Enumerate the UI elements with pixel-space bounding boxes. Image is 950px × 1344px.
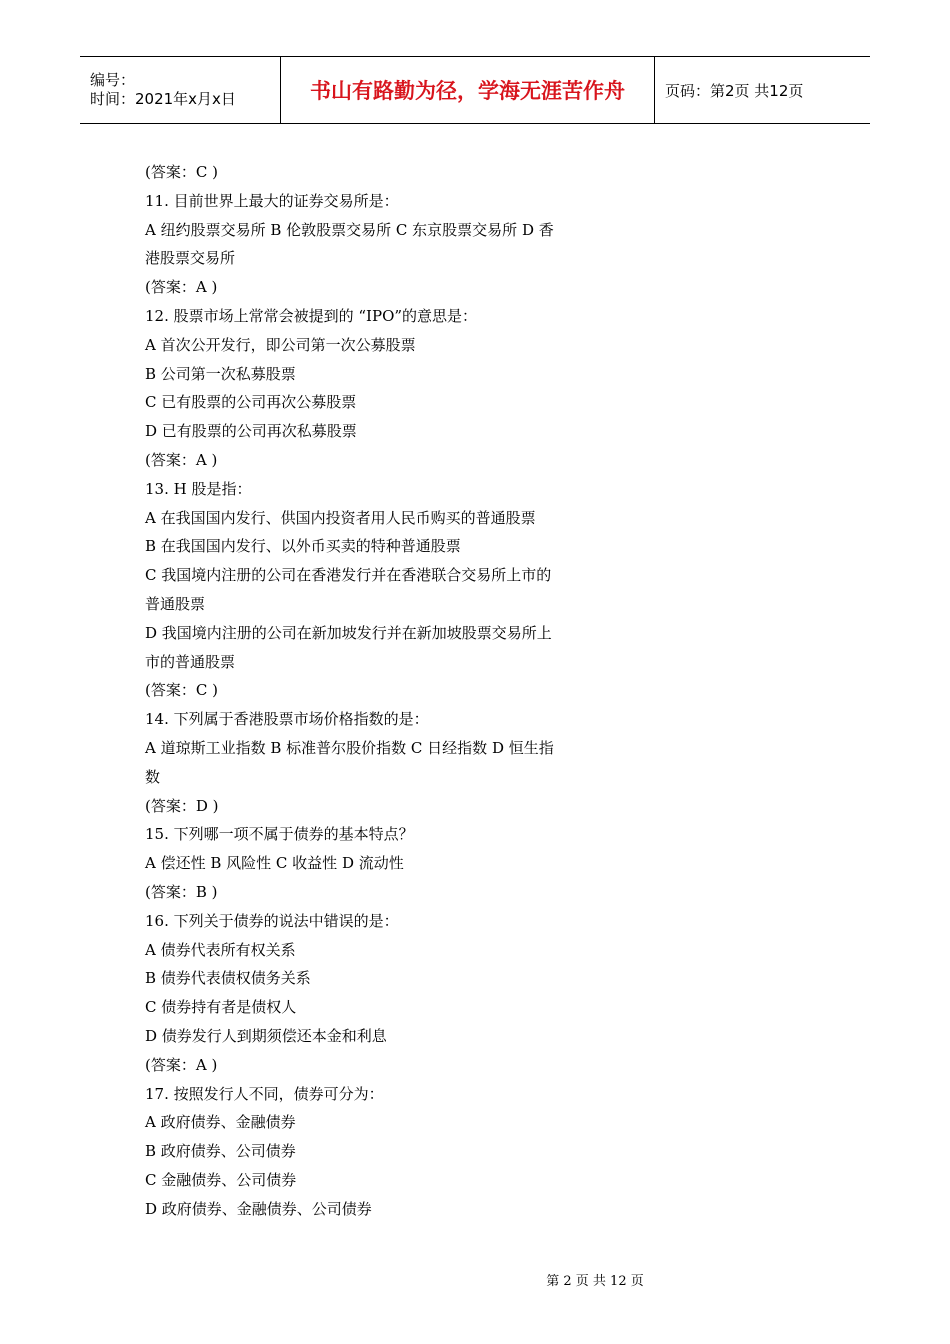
text-line: D 我国境内注册的公司在新加坡发行并在新加坡股票交易所上 (145, 623, 552, 642)
page-footer (0, 1270, 950, 1289)
text-line: 16. 下列关于债券的说法中错误的是： (145, 911, 399, 930)
text-line: A 纽约股票交易所 B 伦敦股票交易所 C 东京股票交易所 D 香 (145, 220, 554, 239)
text-line: (答案：B ) (145, 882, 218, 901)
motto-text: 书山有路勤为径，学海无涯苦作舟 (310, 79, 625, 103)
text-line: A 偿还性 B 风险性 C 收益性 D 流动性 (145, 854, 404, 873)
text-line: A 首次公开发行，即公司第一次公募股票 (145, 335, 416, 354)
text-line: 17. 按照发行人不同，债券可分为： (145, 1084, 384, 1103)
document-body (145, 158, 615, 1223)
text-line: B 在我国国内发行、以外币买卖的特种普通股票 (145, 537, 461, 556)
text-line: 14. 下列属于香港股票市场价格指数的是： (145, 710, 429, 729)
text-line: C 债券持有者是债权人 (145, 998, 297, 1017)
document-time-label: 时间：2021年x月x日 (90, 90, 236, 108)
text-line: A 债券代表所有权关系 (145, 940, 296, 959)
text-line: D 已有股票的公司再次私募股票 (145, 422, 357, 441)
text-line: (答案：D ) (145, 796, 219, 815)
text-line: (答案：A ) (145, 450, 218, 469)
header-meta (80, 57, 281, 123)
text-line: 普通股票 (145, 594, 206, 613)
text-line: B 公司第一次私募股票 (145, 364, 296, 383)
text-line: A 在我国国内发行、供国内投资者用人民币购买的普通股票 (145, 508, 536, 527)
text-line: (答案：A ) (145, 1055, 218, 1074)
text-line: B 政府债券、公司债券 (145, 1142, 296, 1161)
page-header (80, 56, 870, 124)
text-line: (答案：C ) (145, 681, 218, 700)
document-number-label: 编号： (90, 71, 136, 89)
text-line: D 债券发行人到期须偿还本金和利息 (145, 1026, 387, 1045)
text-line: 港股票交易所 (145, 249, 236, 268)
text-line: A 道琼斯工业指数 B 标准普尔股价指数 C 日经指数 D 恒生指 (145, 738, 554, 757)
page-number-label: 页码：第2页 共12页 (665, 81, 804, 100)
text-line: (答案：A ) (145, 278, 218, 297)
text-line: D 政府债券、金融债券、公司债券 (145, 1199, 372, 1218)
text-line: C 已有股票的公司再次公募股票 (145, 393, 357, 412)
text-line: C 金融债券、公司债券 (145, 1170, 297, 1189)
header-motto (281, 57, 655, 123)
footer-page-text: 第 2 页 共 12 页 (546, 1274, 644, 1289)
text-line: B 债券代表债权债务关系 (145, 969, 311, 988)
text-line: C 我国境内注册的公司在香港发行并在香港联合交易所上市的 (145, 566, 552, 585)
header-page-number (655, 57, 870, 123)
text-line: 13. H 股是指： (145, 479, 252, 498)
text-line: 12. 股票市场上常常会被提到的 “IPO”的意思是： (145, 306, 478, 325)
text-line: 数 (145, 767, 161, 786)
text-line: 15. 下列哪一项不属于债券的基本特点？ (145, 825, 414, 844)
text-line: A 政府债券、金融债券 (145, 1113, 296, 1132)
text-line: 11. 目前世界上最大的证券交易所是： (145, 191, 399, 210)
text-line: 市的普通股票 (145, 652, 236, 671)
text-line: (答案：C ) (145, 163, 218, 181)
